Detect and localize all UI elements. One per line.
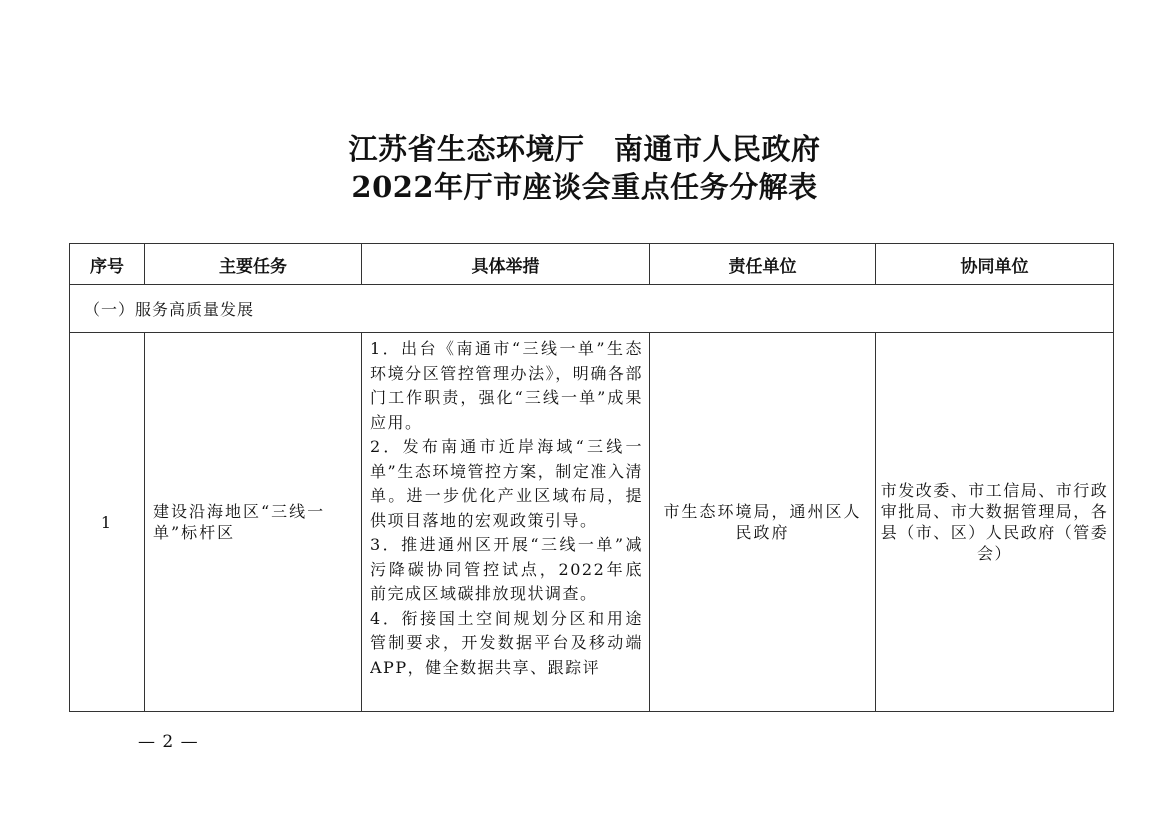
task-table: [69, 243, 1114, 712]
row-measures: [362, 333, 650, 712]
row-task: 建设沿海地区“三线一单”标杆区: [145, 333, 362, 712]
measure-item: 2．发布南通市近岸海域“三线一单”生态环境管控方案，制定准入清单。进一步优化产业区域布局，提供项目落地的宏观政策引导。: [370, 437, 643, 530]
header-task: 主要任务: [145, 244, 362, 285]
header-seq: 序号: [70, 244, 145, 285]
table-header-row: [70, 244, 1114, 285]
title-line-1: 江苏省生态环境厅 南通市人民政府: [348, 132, 821, 166]
row-seq: 1: [70, 333, 145, 712]
table-row: [70, 333, 1114, 712]
header-cooperating: 协同单位: [876, 244, 1114, 285]
header-responsible: 责任单位: [650, 244, 876, 285]
measure-item: 3．推进通州区开展“三线一单”减污降碳协同管控试点，2022年底前完成区域碳排放现状调查。: [370, 535, 643, 603]
document-title: [0, 130, 1169, 206]
header-measures: 具体举措: [362, 244, 650, 285]
measure-item: 4．衔接国土空间规划分区和用途管制要求，开发数据平台及移动端APP，健全数据共享、跟踪评: [370, 608, 643, 677]
section-title: （一）服务高质量发展: [70, 285, 1114, 333]
measure-item: 1．出台《南通市“三线一单”生态环境分区管控管理办法》，明确各部门工作职责，强化“三线一单”成果应用。: [370, 339, 643, 432]
measures-list: [370, 337, 643, 707]
row-cooperating: 市发改委、市工信局、市行政审批局、市大数据管理局，各县（市、区）人民政府（管委会）: [876, 333, 1114, 712]
page-number: — 2 —: [138, 732, 199, 752]
row-responsible: 市生态环境局，通州区人民政府: [650, 333, 876, 712]
title-line-2: 2022年厅市座谈会重点任务分解表: [351, 170, 818, 204]
section-row: [70, 285, 1114, 333]
